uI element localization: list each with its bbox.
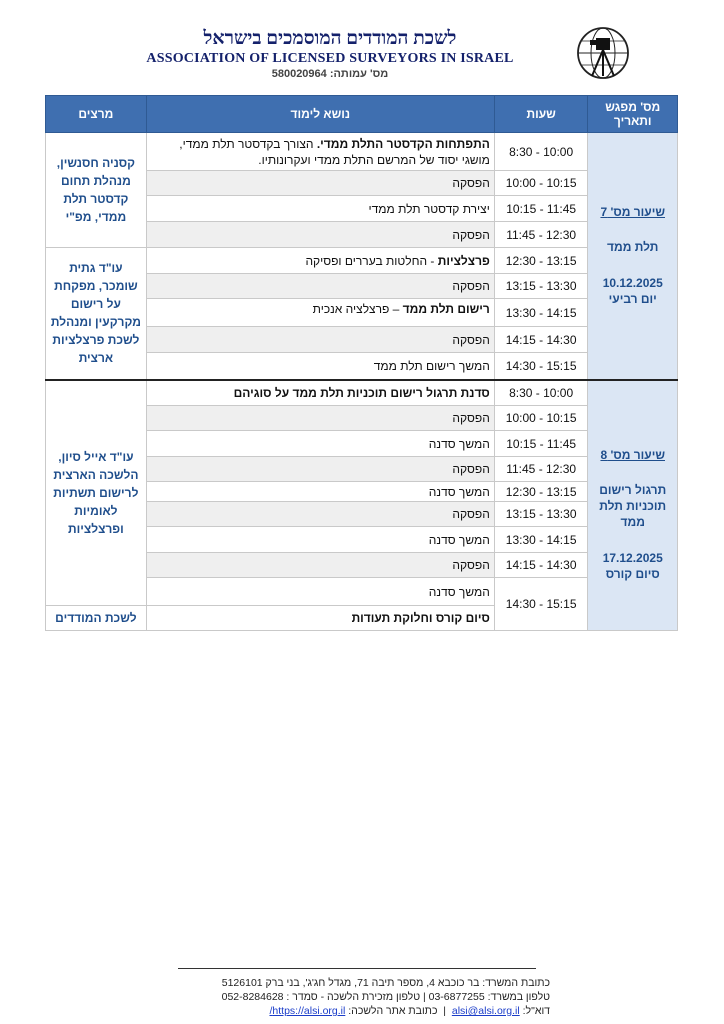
footer-address: כתובת המשרד: בר כוכבא 4, מספר תיבה 71, מגדל חג'ג', בני ברק 5126101 [221, 977, 550, 989]
time-cell: 12:30 - 13:15 [494, 482, 588, 502]
time-cell: 14:30 - 15:15 [494, 578, 588, 631]
topic-bold: התפתחות הקדסטר התלת ממדי. [316, 136, 490, 151]
table-row [46, 380, 678, 406]
topic-cell: הפסקה [146, 457, 494, 482]
meeting-8-day: סיום קורס [605, 567, 660, 582]
email-label: דוא"ל: [522, 1005, 550, 1017]
topic-cell: הפסקה [146, 222, 494, 248]
time-cell: 13:30 - 14:15 [494, 299, 588, 327]
time-cell: 11:45 - 12:30 [494, 222, 588, 248]
schedule-table [45, 95, 678, 631]
topic-text: – פרצלציה אנכית [312, 302, 403, 316]
topic-cell: הפסקה [146, 502, 494, 527]
topic-cell [146, 248, 494, 274]
topic-cell: הפסקה [146, 406, 494, 431]
topic-cell: הפסקה [146, 553, 494, 578]
col-header-lecturers: מרצים [46, 96, 147, 133]
website-link[interactable]: https://alsi.org.il/ [269, 1005, 346, 1017]
col-header-topic: נושא לימוד [146, 96, 494, 133]
page-footer [150, 976, 550, 1018]
topic-cell: המשך סדנה [146, 482, 494, 502]
time-cell: 14:30 - 15:15 [494, 353, 588, 380]
time-cell: 12:30 - 13:15 [494, 248, 588, 274]
time-cell: 11:45 - 12:30 [494, 457, 588, 482]
time-cell: 8:30 - 10:00 [494, 380, 588, 406]
time-cell: 13:15 - 13:30 [494, 502, 588, 527]
time-cell: 14:15 - 14:30 [494, 553, 588, 578]
topic-bold: רישום תלת ממד [402, 302, 490, 316]
topic-cell: סדנת תרגול רישום תוכניות תלת ממד על סוגיהם [146, 380, 494, 406]
meeting-8-label: שיעור מס' 8 [600, 448, 665, 463]
time-cell: 8:30 - 10:00 [494, 133, 588, 171]
topic-cell [146, 133, 494, 171]
email-link[interactable]: alsi@alsi.org.il [451, 1005, 520, 1017]
topic-cell: הפסקה [146, 274, 494, 299]
topic-cell: יצירת קדסטר תלת ממדי [146, 196, 494, 222]
footer-phones: טלפון במשרד: 03-6877255 | טלפון מזכירת הלשכה - סמדר : 052-8284628 [221, 991, 550, 1003]
page-header [0, 0, 724, 90]
registration-number: מס' עמותה: 580020964 [271, 68, 389, 80]
meeting-8-cell [588, 380, 678, 631]
topic-cell: המשך סדנה [146, 527, 494, 553]
topic-text: - החלטות בעררים ופסיקה [305, 253, 438, 268]
org-name-english: ASSOCIATION OF LICENSED SURVEYORS IN ISRAEL [146, 51, 514, 66]
meeting-8-subject: תרגול רישום תוכניות תלת ממד [599, 483, 667, 530]
topic-cell: המשך סדנה [146, 578, 494, 606]
lecturer-cell: לשכת המודדים [46, 606, 147, 631]
globe-logo-icon [576, 26, 630, 80]
meeting-7-subject: תלת ממד [607, 239, 659, 254]
time-cell: 10:00 - 10:15 [494, 406, 588, 431]
table-row [46, 248, 678, 274]
topic-cell [146, 299, 494, 327]
topic-text: הצורך בקדסטר תלת ממדי, מושגי יסוד של המרשם התלת ממדי ועקרונותיו. [179, 136, 490, 167]
lecturer-cell: עו"ד גתית שומכר, מפקחת על רישום מקרקעין ומנהלת לשכת פרצלציות ארצית [46, 248, 147, 380]
site-label: כתובת אתר הלשכה: [348, 1005, 438, 1017]
footer-contact: דוא"ל: alsi@alsi.org.il | כתובת אתר הלשכה: https://alsi.org.il/ [269, 1005, 550, 1017]
lecturer-cell: עו"ד אייל סיון, הלשכה הארצית לרישום תשתיות לאומיות ופרצלציות [46, 380, 147, 606]
topic-cell: המשך רישום תלת ממד [146, 353, 494, 380]
footer-divider [178, 968, 536, 969]
time-cell: 14:15 - 14:30 [494, 327, 588, 353]
time-cell: 10:00 - 10:15 [494, 171, 588, 196]
meeting-7-date: 10.12.2025 [602, 275, 663, 290]
topic-cell: סיום קורס וחלוקת תעודות [146, 606, 494, 631]
topic-cell: המשך סדנה [146, 431, 494, 457]
meeting-7-day: יום רביעי [608, 291, 657, 306]
time-cell: 13:30 - 14:15 [494, 527, 588, 553]
col-header-hours: שעות [494, 96, 588, 133]
topic-cell: הפסקה [146, 327, 494, 353]
topic-bold: פרצלציות [437, 253, 490, 268]
lecturer-cell: קסניה חסנשין, מנהלת תחום קדסטר תלת ממדי, מפ"י [46, 133, 147, 248]
table-row [46, 133, 678, 171]
table-header-row [46, 96, 678, 133]
col-header-meeting: מס' מפגש ותאריך [588, 96, 678, 133]
time-cell: 13:15 - 13:30 [494, 274, 588, 299]
topic-cell: הפסקה [146, 171, 494, 196]
org-name-hebrew: לשכת המודדים המוסמכים בישראל [203, 28, 457, 49]
time-cell: 10:15 - 11:45 [494, 431, 588, 457]
meeting-7-label: שיעור מס' 7 [600, 204, 665, 219]
meeting-8-date: 17.12.2025 [602, 551, 663, 566]
meeting-7-cell [588, 133, 678, 380]
time-cell: 10:15 - 11:45 [494, 196, 588, 222]
